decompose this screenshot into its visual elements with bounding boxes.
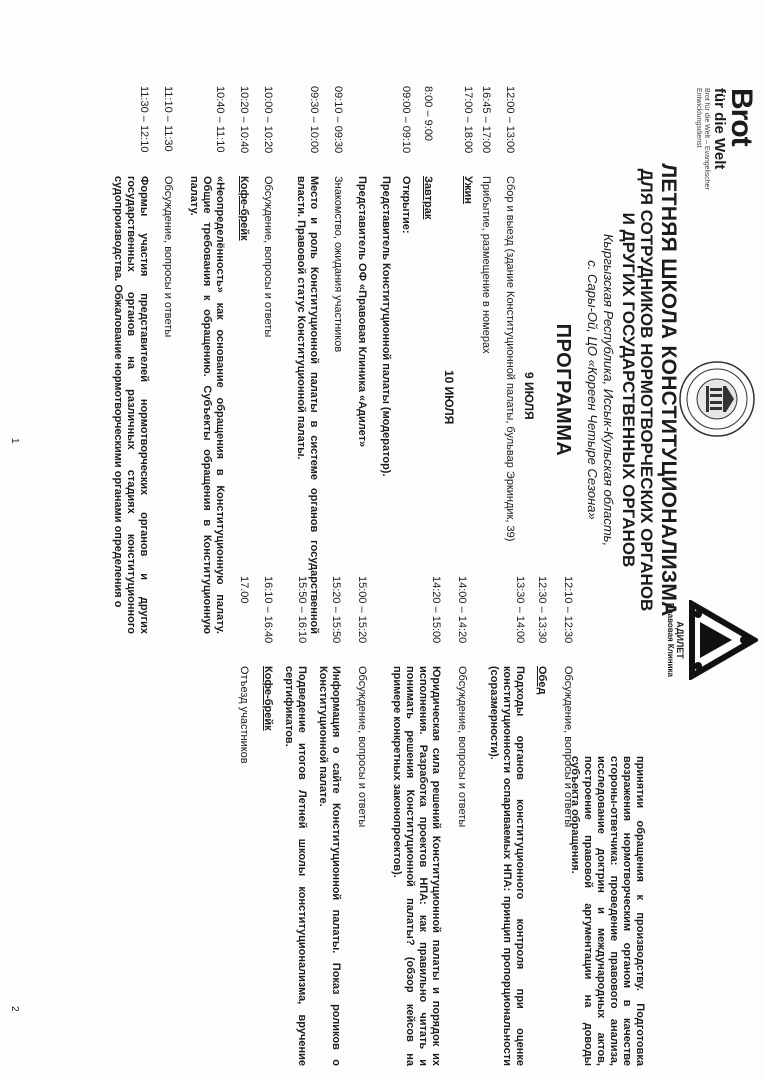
schedule-row xyxy=(237,576,250,1066)
schedule-row xyxy=(187,86,226,634)
row-text: Завтрак xyxy=(422,176,434,220)
row-text: Кофе-брейк xyxy=(262,666,274,731)
row-text: Место и роль Конституционной палаты в системе органов государственной власти. Правовой статус Конституционной палаты. xyxy=(295,176,320,634)
brot-logo-word: Brot xyxy=(725,88,758,146)
row-time: 16:45 – 17:00 xyxy=(480,86,492,154)
schedule-row xyxy=(379,86,392,634)
row-text: Обсуждение, вопросы и ответы xyxy=(456,666,468,828)
adilet-legal-clinic-logo xyxy=(668,600,758,680)
schedule-row xyxy=(461,86,474,634)
row-text: Представитель Конституционной палаты (модератор). xyxy=(380,176,392,477)
constitutional-chamber-seal-icon xyxy=(678,360,756,438)
program-heading: ПРОГРАММА xyxy=(552,323,574,457)
row-time: 14:00 – 14:20 xyxy=(456,576,468,644)
school-title: ЛЕТНЯЯ ШКОЛА КОНСТИТУЦИОНАЛИЗМА xyxy=(657,163,680,617)
row-time: 14:20 – 15:00 xyxy=(430,576,442,644)
schedule-row xyxy=(331,86,344,634)
row-time: 12:00 – 13:00 xyxy=(504,86,516,154)
row-text: Обсуждение, вопросы и ответы xyxy=(262,176,274,338)
row-time: 10:00 – 10:20 xyxy=(262,86,274,154)
schedule-row xyxy=(282,576,308,1066)
row-text: Знакомство, ожидания участников xyxy=(332,176,344,353)
schedule-row xyxy=(237,86,250,634)
schedule-row xyxy=(561,576,574,1066)
row-text: Обсуждение, вопросы и ответы xyxy=(562,666,574,828)
schedule-row xyxy=(455,576,468,1066)
row-text: Открытие: xyxy=(400,176,412,234)
schedule-row xyxy=(355,86,368,634)
page-number-2: 2 xyxy=(9,1006,20,1012)
row-text: принятии обращения к производству. Подготовка возражения нормотворческим органом в качестве стороны-ответчика: проведение правового анализа, исследование доктрин и международных актов, построение правовой аргументации на доводы субъекта обращения. xyxy=(569,756,646,1066)
row-text: «Неопределённость» как основание обращения в Конституционную палату. Общие требования к обращению. Субъекты обращения в Конституционную палату. xyxy=(188,176,226,634)
school-subtitle-line1: ДЛЯ СОТРУДНИКОВ НОРМОТВОРЧЕСКИХ ОРГАНОВ xyxy=(637,168,656,612)
row-time: 12:30 – 13:30 xyxy=(536,576,548,644)
schedule-row xyxy=(261,576,274,1066)
row-time xyxy=(568,666,646,756)
schedule-row xyxy=(503,86,516,634)
schedule-row xyxy=(487,576,526,1066)
row-time: 17.00 xyxy=(238,576,250,604)
row-text: Обсуждение, вопросы и ответы xyxy=(356,666,368,828)
schedule-row xyxy=(111,86,150,634)
row-time: 11:30 – 12:10 xyxy=(138,86,150,153)
schedule-row xyxy=(316,576,342,1066)
brot-logo-subtitle: für die Welt xyxy=(711,88,728,170)
schedule-row xyxy=(261,86,274,634)
row-time: 11:10 – 11:30 xyxy=(162,86,174,152)
schedule-row xyxy=(355,576,368,1066)
row-time: 17:00 – 18:00 xyxy=(462,86,474,154)
row-time: 10:20 – 10:40 xyxy=(238,86,250,154)
row-time: 09:30 – 10:00 xyxy=(308,86,320,154)
schedule-row xyxy=(399,86,412,634)
row-text: Кофе-брейк xyxy=(238,176,250,241)
day-heading-july-10: 10 ИЮЛЯ xyxy=(442,370,456,425)
row-text: Ужин xyxy=(462,176,474,204)
adilet-logo-sub: Правовая Клиника xyxy=(666,602,675,678)
brot-fuer-die-welt-logo xyxy=(695,88,758,238)
row-text: Обед xyxy=(536,666,548,695)
schedule-row xyxy=(535,576,548,1066)
schedule-row xyxy=(294,86,320,634)
row-time: 09:00 – 09:10 xyxy=(400,86,412,154)
row-time: 16:10 – 16:40 xyxy=(262,576,274,644)
schedule-row xyxy=(479,86,492,634)
brot-logo-tagline: Brot für die Welt – Evangelischer Entwicklungsdienst xyxy=(695,88,710,190)
row-time: 8:00 – 9:00 xyxy=(422,86,434,142)
row-time: 09:10 – 09:30 xyxy=(332,86,344,154)
location-line2: с. Сары-Ой, ЦО «Кореен Четыре Сезона» xyxy=(585,260,600,520)
row-time: 13:30 – 14:00 xyxy=(514,576,526,644)
row-text: Представитель ОФ «Правовая Клиника «Адилет» xyxy=(356,176,368,448)
row-text: Подходы органов конституционного контроля при оценке конституционности оспариваемых НПА: принцип пропорциональности (соразмерности). xyxy=(488,666,526,1066)
row-text: Формы участия представителей нормотворческих органов и других государственных органов на различных стадиях конституционного судопроизводства. Обжалование нормотворческими органами определения о xyxy=(112,176,150,634)
schedule-row xyxy=(390,576,442,1066)
page-number-1: 1 xyxy=(9,438,20,444)
row-text: Обсуждение, вопросы и ответы xyxy=(162,176,174,338)
schedule-row xyxy=(421,86,434,634)
location-line1: Кыргызская Республика, Иссык-Кульская область, xyxy=(601,233,616,547)
row-text: Отъезд участников xyxy=(238,666,250,764)
row-text: Информация о сайте Конституционной палаты. Показ роликов о Конституционной палате. xyxy=(317,666,342,1066)
row-text: Подведение итогов Летней школы конституционализма, вручение сертификатов. xyxy=(283,666,308,1066)
day-heading-july-9: 9 ИЮЛЯ xyxy=(522,372,536,420)
row-text: Юридическая сила решений Конституционной палаты и порядок их исполнения. Разработка проектов НПА: как правильно читать и понимать решения Конституционной палаты? (обзор кейсов на примере конкретных законопроектов). xyxy=(391,666,442,1066)
row-text: Прибытие, размещение в номерах xyxy=(480,176,492,354)
row-time: 15:00 – 15:20 xyxy=(356,576,368,644)
row-time xyxy=(379,86,392,176)
adilet-logo-name: АДИЛЕТ xyxy=(675,621,685,659)
row-time xyxy=(355,86,368,176)
row-time: 12:10 – 12:30 xyxy=(562,576,574,644)
row-time: 15:50 – 16:10 xyxy=(296,576,308,644)
row-time: 15:20 – 15:50 xyxy=(330,576,342,644)
schedule-row xyxy=(568,666,646,1066)
row-text: Сбор и выезд (здание Конституционной палаты, бульвар Эркиндик, 39) xyxy=(504,176,516,542)
school-subtitle-line2: И ДРУГИХ ГОСУДАРСТВЕННЫХ ОРГАНОВ xyxy=(619,212,638,568)
schedule-row xyxy=(161,86,174,634)
row-time: 10:40 – 11:10 xyxy=(214,86,226,153)
